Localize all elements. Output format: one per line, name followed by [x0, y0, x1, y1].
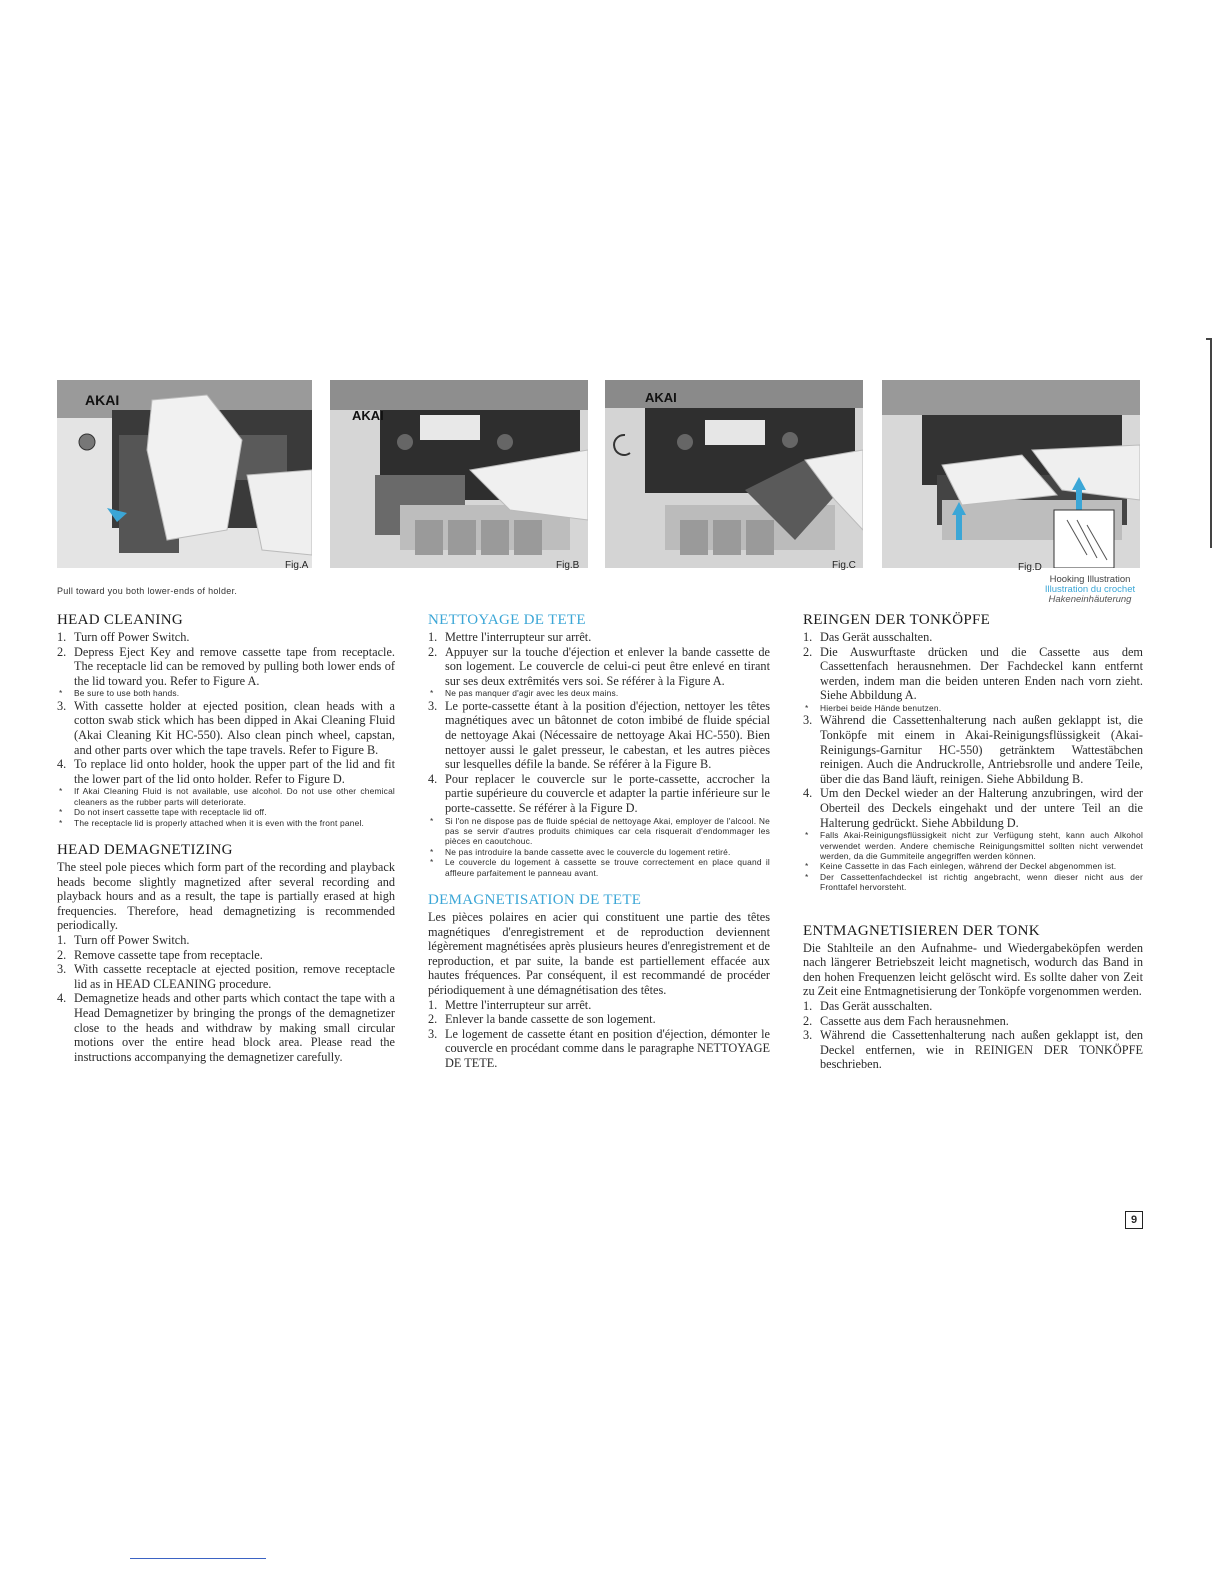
figure-a-caption: Pull toward you both lower-ends of holder. — [57, 586, 238, 596]
list-item: 3. Le logement de cassette étant en position d'éjection, démonter le couvercle en procédant comme dans le paragraphe NETTOYAGE DE TETE. — [428, 1026, 770, 1070]
list-item: 2. Remove cassette tape from receptacle. — [57, 947, 263, 962]
list-item: 4. Um den Deckel wieder an der Halterung anzubringen, wird der Oberteil des Deckels eingehakt und der untere Teil an die Halterung gedrückt. Siehe Abbildung D. — [803, 786, 1143, 830]
page-number: 9 — [1125, 1211, 1143, 1229]
nettoyage-title: NETTOYAGE DE TETE — [428, 612, 586, 628]
reinigen-notes — [803, 830, 1143, 892]
hooking-caption-en: Hooking Illustration — [1049, 574, 1131, 585]
list-item: 4. Pour replacer le couvercle sur le porte-cassette, accrocher la partie supérieure du couvercle et adapter la partie inférieure sur le porte-cassette. Se référer à la Figure D. — [428, 771, 770, 815]
reinigen-steps-continued — [803, 713, 1143, 830]
demagnetisation-intro: Les pièces polaires en acier qui constituent une partie des têtes magnétiques d'enregistrement et de reproduction deviennent légèrement magnétisées après plusieurs heures d'enregistrement et de reproduction, et par suite, la bande est partiellement effacée aux hautes fréquences. Par conséquent, il est recommandé de procéder périodiquement à une démagnétisation des têtes. — [428, 909, 770, 997]
edge-line — [1210, 338, 1212, 548]
figure-a-label: Fig.A — [285, 560, 309, 571]
figure-c-label: Fig.C — [832, 560, 856, 571]
figure-b-photo — [330, 380, 588, 568]
head-demagnetizing-title: HEAD DEMAGNETIZING — [57, 841, 233, 858]
akai-logo: AKAI — [85, 392, 120, 408]
figure-b-label: Fig.B — [556, 560, 580, 571]
akai-logo: AKAI — [352, 408, 384, 423]
list-item: 3. With cassette receptacle at ejected position, remove receptacle lid as in HEAD CLEANING procedure. — [57, 962, 395, 991]
list-item: 1. Turn off Power Switch. — [57, 630, 190, 644]
hooking-caption-de: Hakeneinhäuterung — [1048, 594, 1132, 605]
list-item: 1. Das Gerät ausschalten. — [803, 630, 933, 644]
list-item: 3. With cassette holder at ejected position, clean heads with a cotton swab stick which has been dipped in Akai Cleaning Fluid (Akai Cleaning Kit HC-550). Also clean pinch wheel, capstan, and other parts over which the tape travels. Refer to Figure B. — [57, 698, 395, 757]
note-item: * Ne pas manquer d'agir avec les deux mains. — [428, 688, 770, 698]
demagnetisation-steps — [428, 998, 770, 1071]
demagnetisation-title: DEMAGNETISATION DE TETE — [428, 891, 642, 908]
list-item: 1. Mettre l'interrupteur sur arrêt. — [428, 630, 592, 644]
note-item: * Keine Cassette in das Fach einlegen, während der Deckel abgenommen ist. — [803, 861, 1143, 871]
footer-rule — [130, 1558, 266, 1559]
figure-d-photo — [882, 380, 1140, 568]
note-item: * Ne pas introduire la bande cassette avec le couvercle du logement retiré. — [428, 847, 770, 857]
note-item: * Be sure to use both hands. — [57, 688, 395, 698]
list-item: 3. Während die Cassettenhalterung nach außen geklappt ist, den Deckel entfernen, wie in REINIGEN DER TONKÖPFE beschrieben. — [803, 1028, 1143, 1072]
figure-a-photo — [57, 380, 312, 568]
list-item: 2. Depress Eject Key and remove cassette tape from receptacle. The receptacle lid can be removed by pulling both lower ends of the lid toward you. Refer to Figure A. — [57, 644, 395, 688]
demagnetizing-steps — [57, 933, 395, 1064]
cleaning-notes — [57, 786, 395, 828]
list-item: 2. Appuyer sur la touche d'éjection et enlever la bande cassette de son logement. Le couvercle de celui-ci peut être enlevé en tirant sur ses deux extrêmités vers soi. Se référer à la Figure A. — [428, 644, 770, 688]
hooking-caption-fr: Illustration du crochet — [1044, 584, 1136, 595]
head-cleaning-title: HEAD CLEANING — [57, 612, 183, 628]
entmagnetisieren-title: ENTMAGNETISIEREN DER TONK — [803, 922, 1040, 939]
note-item: * Hierbei beide Hände benutzen. — [803, 703, 1143, 713]
nettoyage-steps — [428, 630, 770, 688]
french-column — [428, 612, 770, 1071]
list-item: 3. Le porte-cassette étant à la position d'éjection, nettoyer les têtes magnétiques avec un bâtonnet de coton imbibé de fluide spécial de nettoyage Akai (Nécessaire de nettoyage Akai HC-550). Bien nettoyer aussi le galet presseur, le cabestan, et les autres pièces sur lesquelles défile la bande. Se référer à la Figure B. — [428, 698, 770, 772]
english-column — [57, 612, 395, 1064]
nettoyage-note-list — [428, 688, 770, 698]
note-item: * Do not insert cassette tape with receptacle lid off. — [57, 807, 395, 817]
hooking-illustration-caption — [1020, 575, 1160, 605]
note-item: * Si l'on ne dispose pas de fluide spécial de nettoyage Akai, employer de l'alcool. Ne pas se servir d'autres produits chimiques car cela risquerait d'endommager les pièces en caoutchouc. — [428, 816, 770, 847]
figure-d-label: Fig.D — [1018, 562, 1042, 573]
list-item: 4. Demagnetize heads and other parts which contact the tape with a Head Demagnetizer by bringing the prongs of the demagnetizer close to the heads and withdraw by making small circular motions over the entire head block area. Please read the instructions accompanying the demagnetizer carefully. — [57, 991, 395, 1064]
note-item: * Falls Akai-Reinigungsflüssigkeit nicht zur Verfügung steht, kann auch Alkohol verwendet werden. Andere chemische Reinigungsmittel sollten nicht verwendet werden, da die Gummiteile angegriffen werden können. — [803, 830, 1143, 861]
nettoyage-steps-continued — [428, 699, 770, 816]
reinigen-title: REINGEN DER TONKÖPFE — [803, 612, 991, 628]
akai-logo: AKAI — [645, 390, 677, 405]
note-item: * Der Cassettenfachdeckel ist richtig angebracht, wenn dieser nicht aus der Fronttafel hervorsteht. — [803, 872, 1143, 893]
head-cleaning-steps — [57, 630, 395, 688]
entmagnetisieren-steps — [803, 999, 1143, 1072]
list-item: 2. Die Auswurftaste drücken und die Cassette aus dem Cassettenfach herausnehmen. Der Fachdeckel kann entfernt werden, indem man die beiden unteren Enden nach vorn zieht. Siehe Abbildung A. — [803, 644, 1143, 703]
reinigen-steps — [803, 630, 1143, 703]
note-item: * If Akai Cleaning Fluid is not available, use alcohol. Do not use other chemical cleaners as the rubber parts will deteriorate. — [57, 786, 395, 807]
list-item: 2. Enlever la bande cassette de son logement. — [428, 1012, 656, 1027]
list-item: 2. Cassette aus dem Fach herausnehmen. — [803, 1013, 1009, 1028]
note-item: * The receptacle lid is properly attached when it is even with the front panel. — [57, 818, 395, 828]
german-column — [803, 612, 1143, 1072]
note-item: * Le couvercle du logement à cassette se trouve correctement en place quand il affleure parfaitement le panneau avant. — [428, 857, 770, 878]
nettoyage-notes — [428, 816, 770, 878]
list-item: 1. Mettre l'interrupteur sur arrêt. — [428, 997, 592, 1012]
list-item: 1. Turn off Power Switch. — [57, 932, 190, 947]
head-cleaning-steps-continued — [57, 699, 395, 787]
list-item: 3. Während die Cassettenhalterung nach außen geklappt ist, die Tonköpfe mit einem in Akai-Reinigungsflüssigkeit (Akai-Reinigungs-Garnitur HC-550) getränktem Wattestäbchen reinigen. Auch die Andruckrolle, Antriebsrolle und andere Teile, über die das Band läuft, reinigen. Siehe Abbildung B. — [803, 713, 1143, 786]
list-item: 1. Das Gerät ausschalten. — [803, 998, 933, 1013]
reinigen-note-list — [803, 703, 1143, 713]
figure-c-photo — [605, 380, 863, 568]
entmagnetisieren-intro: Die Stahlteile an den Aufnahme- und Wiedergabeköpfen werden nach längerer Betriebszeit leicht magnetisch, wodurch das Band in den hohen Frequenzen leicht gelöscht wird. Es sollte daher von Zeit zu Zeit eine Entmagnetisierung der Tonköpfe vorgenommen werden. — [803, 940, 1143, 999]
list-item: 4. To replace lid onto holder, hook the upper part of the lid and fit the lower part of the lid onto holder. Refer to Figure D. — [57, 757, 395, 786]
edge-tick — [1206, 338, 1212, 340]
cleaning-note-list — [57, 688, 395, 698]
demagnetizing-intro: The steel pole pieces which form part of the recording and playback heads become slightly magnetized after several recording and playback hours and as a result, the tape is partially erased at high frequencies. Therefore, head demagnetizing is recommended periodically. — [57, 859, 395, 933]
